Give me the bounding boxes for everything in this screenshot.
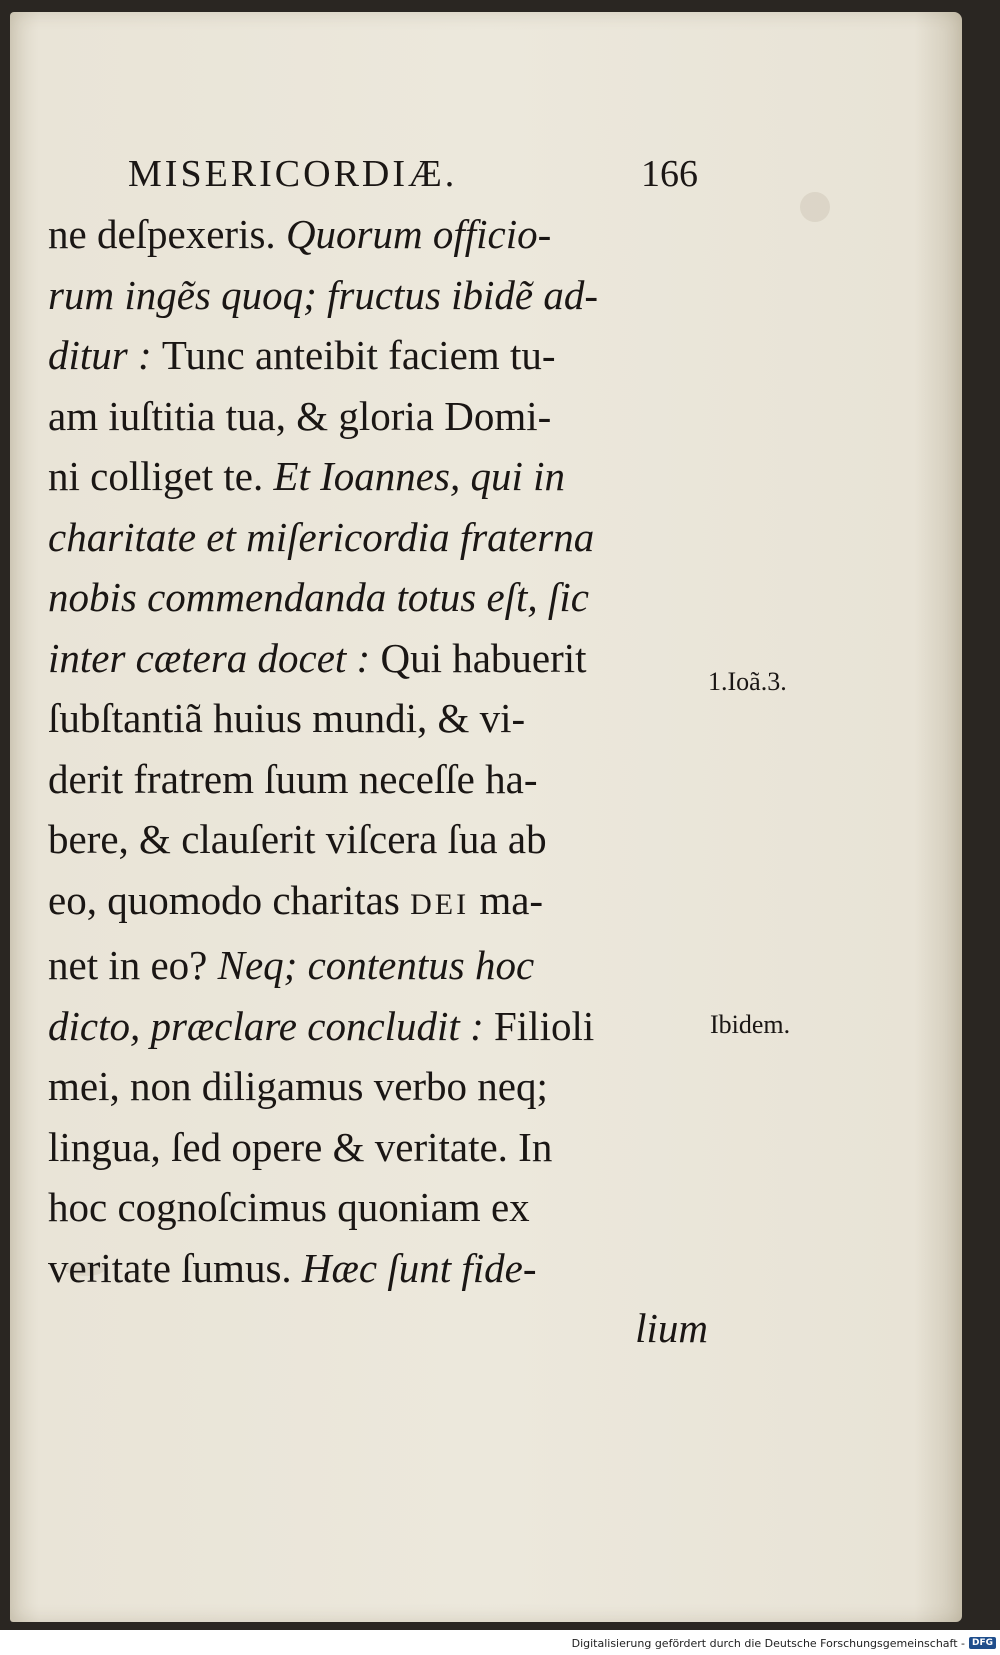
credit-text: Digitalisierung gefördert durch die Deutsche Forschungsgemeinschaft - (571, 1636, 965, 1650)
text-line (48, 567, 708, 628)
text-segment: am iuſtitia tua, & gloria Domi- (48, 392, 552, 439)
text-segment: mei, non diligamus verbo neq; (48, 1063, 548, 1109)
text-segment: DEI (410, 887, 470, 921)
text-line (48, 628, 708, 689)
text-line (48, 688, 708, 749)
text-segment: ditur : (48, 332, 162, 378)
text-line (48, 204, 708, 265)
text-segment: bere, & clauſerit viſcera ſua ab (48, 816, 547, 862)
text-line (48, 386, 708, 447)
text-line (48, 1177, 708, 1238)
text-line (48, 749, 708, 810)
text-segment: rum ingẽs quoq; fructus ibidẽ ad- (48, 271, 599, 318)
text-line (48, 1238, 708, 1299)
text-segment: Filioli (493, 1002, 595, 1049)
text-segment: Qui habuerit (380, 634, 587, 681)
text-segment: Tunc anteibit faciem tu- (161, 332, 556, 378)
page-header (128, 152, 698, 208)
text-segment: ni colliget te. (48, 453, 274, 499)
text-segment: Et Ioannes, qui in (273, 453, 565, 499)
text-segment: nobis commendanda totus eſt, ſic (48, 574, 589, 620)
digitization-credit (572, 1633, 996, 1653)
text-segment: veritate ſumus. (48, 1244, 302, 1291)
text-line (48, 1056, 708, 1117)
text-line (48, 935, 708, 996)
book-page (10, 12, 962, 1622)
text-line (48, 996, 708, 1057)
text-line (48, 446, 708, 507)
text-segment: eo, quomodo charitas (48, 876, 411, 923)
text-line (48, 809, 708, 870)
text-segment: ſubſtantiã huius mundi, & vi- (48, 695, 526, 741)
text-segment: ma- (469, 876, 544, 923)
text-segment: derit fratrem ſuum neceſſe ha- (48, 755, 538, 802)
page-smudge (800, 192, 830, 222)
running-title: MISERICORDIÆ. (128, 153, 458, 195)
text-segment: dicto, præclare concludit : (48, 1002, 494, 1049)
text-segment: lium (635, 1305, 708, 1351)
text-segment: Neq; contentus hoc (217, 942, 535, 988)
text-line (48, 870, 708, 936)
margin-note: 1.Ioã.3. (708, 667, 787, 696)
text-line (48, 325, 708, 386)
text-segment: Quorum officio- (285, 211, 552, 257)
text-segment: inter cætera docet : (48, 634, 381, 681)
text-line (48, 507, 708, 568)
text-segment: charitate et miſericordia fraterna (48, 513, 595, 560)
text-segment: ne deſpexeris. (48, 211, 286, 257)
text-segment: hoc cognoſcimus quoniam ex (48, 1184, 530, 1230)
body-text (48, 204, 708, 1359)
dfg-logo: DFG (969, 1637, 996, 1649)
text-line (48, 1117, 708, 1178)
text-line (48, 265, 708, 326)
text-segment: net in eo? (48, 942, 218, 988)
text-segment: lingua, ſed opere & veritate. In (48, 1123, 553, 1170)
margin-note: Ibidem. (710, 1010, 791, 1039)
text-segment: Hæc ſunt fide- (301, 1244, 537, 1291)
text-line (48, 1298, 708, 1359)
page-number: 166 (641, 153, 698, 195)
